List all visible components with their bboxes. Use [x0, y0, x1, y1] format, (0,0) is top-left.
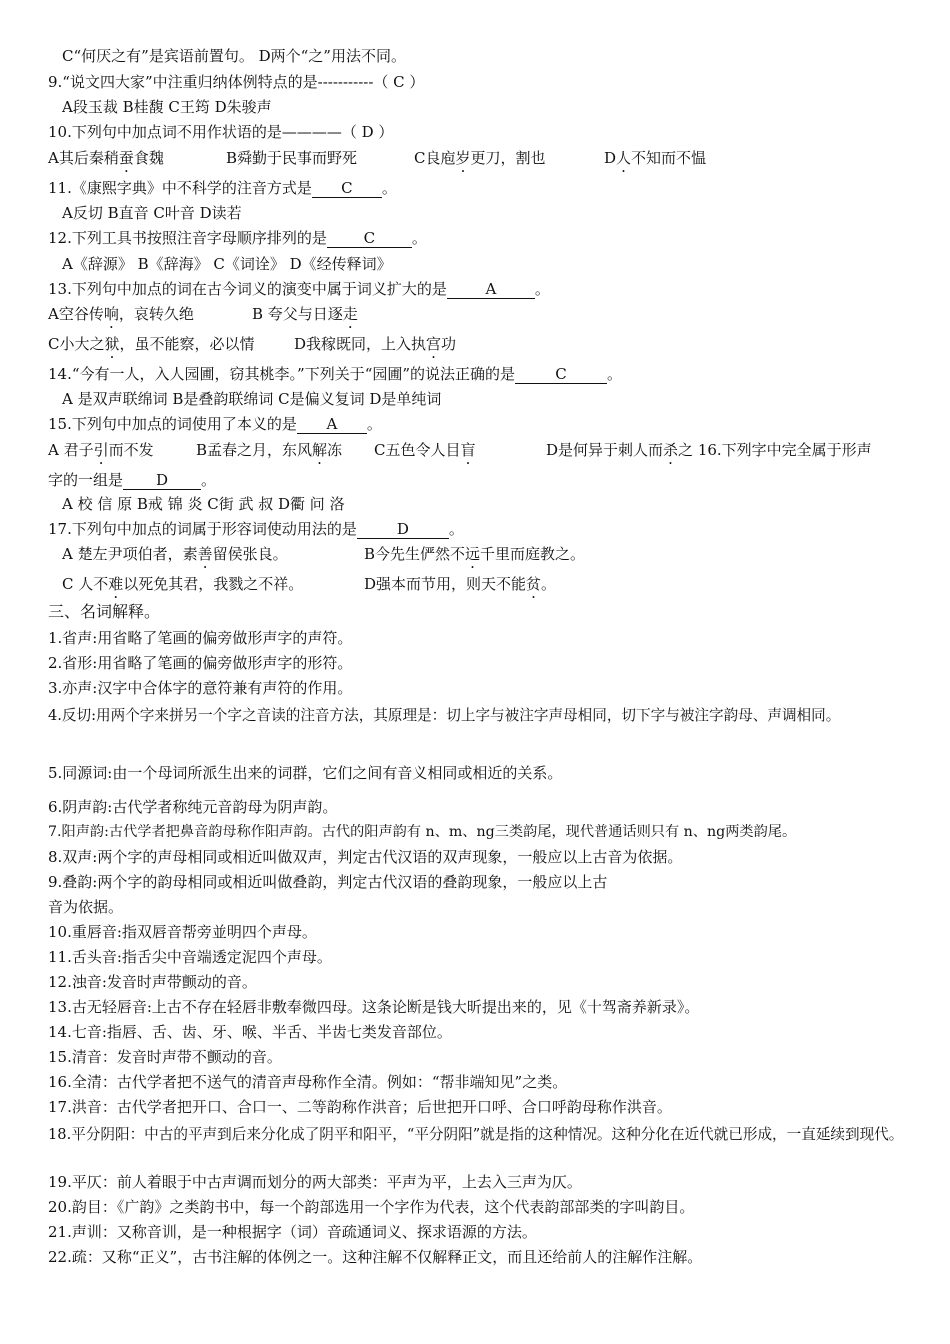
- definition-20: 20.韵目：《广韵》之类韵书中，每一个韵部选用一个字作为代表，这个代表韵部部类的字叫韵目。: [48, 1198, 695, 1216]
- dotted-char: 岁: [455, 149, 471, 167]
- question-15: 15.下列句中加点的词使用了本义的是 A 。: [48, 415, 382, 433]
- definition-22: 22.疏：又称“正义”，古书注解的体例之一。这种注解不仅解释正文，而且还给前人的注解作注解。: [48, 1248, 703, 1266]
- question-9-options: A段玉裁 B桂馥 C王筠 D朱骏声: [62, 98, 272, 116]
- question-14-options: A 是双声联绵词 B是叠韵联绵词 C是偏义复词 D是单纯词: [62, 390, 442, 408]
- dotted-char: 盲: [460, 441, 476, 459]
- dotted-char: 难: [108, 575, 124, 593]
- definition-5: 5.同源词:由一个母词所派生出来的词群，它们之间有音义相同或相近的关系。: [48, 764, 563, 782]
- definition-16: 16.全清：古代学者把不送气的清音声母称作全清。例如：“帮非端知见”之类。: [48, 1073, 568, 1091]
- dotted-char: 杀: [663, 441, 679, 459]
- dotted-char: 狱: [104, 335, 120, 353]
- dotted-char: 贫: [526, 575, 542, 593]
- definition-18: 18.平分阴阳：中古的平声到后来分化成了阴平和阳平，“平分阴阳”就是指的这种情况。这种分化在近代就已形成，一直延续到现代。: [48, 1126, 904, 1143]
- definition-15: 15.清音：发音时声带不颤动的音。: [48, 1048, 282, 1066]
- question-12-options: A《辞源》 B《辞海》 C《词诠》 D《经传释词》: [62, 255, 392, 273]
- question-14: 14.“今有一人，入人园圃，窃其桃李。”下列关于“园圃”的说法正确的是 C 。: [48, 365, 623, 383]
- definition-8: 8.双声:两个字的声母相同或相近叫做双声，判定古代汉语的双声现象，一般应以上古音为依据。: [48, 848, 683, 866]
- dotted-char: 人: [616, 149, 632, 167]
- definition-1: 1.省声:用省略了笔画的偏旁做形声字的声符。: [48, 629, 353, 647]
- question-9: 9.“说文四大家”中注重归纳体例特点的是-----------（ C ）: [48, 73, 425, 91]
- definition-9-cont: 音为依据。: [48, 898, 124, 916]
- definition-19: 19.平仄：前人着眼于中古声调而划分的两大部类：平声为平，上去入三声为仄。: [48, 1173, 582, 1191]
- definition-13: 13.古无轻唇音:上古不存在轻唇非敷奉微四母。这条论断是钱大昕提出来的，见《十驾斋养新录》。: [48, 998, 700, 1016]
- definition-21: 21.声训：又称音训，是一种根据字（词）音疏通词义、探求语源的方法。: [48, 1223, 537, 1241]
- definition-10: 10.重唇音:指双唇音帮旁並明四个声母。: [48, 923, 317, 941]
- definition-12: 12.浊音:发音时声带颤动的音。: [48, 973, 257, 991]
- dotted-char: 远: [465, 545, 481, 563]
- dotted-char: 走: [342, 305, 358, 323]
- answer-blank: D: [123, 472, 201, 490]
- answer-blank: C: [312, 180, 382, 198]
- definition-2: 2.省形:用省略了笔画的偏旁做形声字的形符。: [48, 654, 353, 672]
- question-17: 17.下列句中加点的词属于形容词使动用法的是 D 。: [48, 520, 464, 538]
- question-12: 12.下列工具书按照注音字母顺序排列的是 C 。: [48, 229, 427, 247]
- question-13: 13.下列句中加点的词在古今词义的演变中属于词义扩大的是 A 。: [48, 280, 550, 298]
- dotted-char: 蚕: [118, 149, 134, 167]
- dotted-char: 善: [197, 545, 213, 563]
- question-16: 字的一组是 D 。: [48, 471, 217, 489]
- answer-blank: D: [357, 521, 449, 539]
- definition-3: 3.亦声:汉字中合体字的意符兼有声符的作用。: [48, 679, 353, 697]
- answer-blank: A: [297, 416, 367, 434]
- section-heading: 三、名词解释。: [48, 602, 161, 621]
- question-10: 10.下列句中加点词不用作状语的是————（ D ）: [48, 123, 394, 141]
- definition-4: 4.反切:用两个字来拼另一个字之音读的注音方法，其原理是：切上字与被注字声母相同，切下字与被注字韵母、声调相同。: [48, 707, 841, 724]
- answer-blank: C: [515, 366, 607, 384]
- definition-6: 6.阴声韵:古代学者称纯元音韵母为阴声韵。: [48, 798, 338, 816]
- definition-17: 17.洪音：古代学者把开口、合口一、二等韵称作洪音；后世把开口呼、合口呼韵母称作洪音。: [48, 1098, 672, 1116]
- dotted-char: 响: [103, 305, 119, 323]
- answer-blank: A: [447, 281, 535, 299]
- definition-7: 7.阳声韵:古代学者把鼻音韵母称作阳声韵。古代的阳声韵有 n、m、ng三类韵尾，现代普通话则只有 n、ng两类韵尾。: [48, 824, 797, 840]
- dotted-char: 宫: [426, 335, 442, 353]
- document-page: C“何厌之有”是宾语前置句。 D两个“之”用法不同。 9.“说文四大家”中注重归纳体例特点的是-----------（ C ） A段玉裁 B桂馥 C王筠 D朱骏声 10.下列句中加点词不用作状语的是————（ D ） A其后秦稍蚕食魏 B舜勤于民事而野死 C良庖岁更刀，割也 D人不知而不愠 11.《康熙字典》中不科学的注音方式是 C 。 A反切 B直音 C叶音 D读若 12.下列工具书按照注音字母顺序排列的是 C 。 A《辞源》 B《辞海》 C《词诠》 D《经传释词》 13.下列句中加点的词在古今词义的演变中属于词义扩大的是 A 。 A空谷传响，哀转久绝 B 夸父与日逐走 C小大之狱，虽不能察，必以情 D我稼既同，上入执宫功 14.“今有一人，入人园圃，窃其桃李。”下列关于“园圃”的说法正确的是 C 。 A 是双声联绵词 B是叠韵联绵词 C是偏义复词 D是单纯词 15.下列句中加点的词使用了本义的是 A 。 A 君子引而不发 B孟春之月，东风解冻 C五色令人目盲 D是何异于刺人而杀之 16.下列字中完全属于形声 字的一组是 D 。 A 校 信 原 B戒 锦 炎 C街 武 叔 D衢 问 洛 17.下列句中加点的词属于形容词使动用法的是 D 。 A 楚左尹项伯者，素善留侯张良。 B今先生俨然不远千里而庭教之。 C 人不难以死免其君，我戮之不祥。 D强本而节用，则天不能贫。 三、名词解释。 1.省声:用省略了笔画的偏旁做形声字的声符。 2.省形:用省略了笔画的偏旁做形声字的形符。 3.亦声:汉字中合体字的意符兼有声符的作用。 4.反切:用两个字来拼另一个字之音读的注音方法，其原理是：切上字与被注字声母相同，切下字与被注字韵母、声调相同。 5.同源词:由一个母词所派生出来的词群，它们之间有音义相同或相近的关系。 6.阴声韵:古代学者称纯元音韵母为阴声韵。 7.阳声韵:古代学者把鼻音韵母称作阳声韵。古代的阳声韵有 n、m、ng三类韵尾，现代普通话则只有 n、ng两类韵尾。 8.双声:两个字的声母相同或相近叫做双声，判定古代汉语的双声现象，一般应以上古音为依据。 9.叠韵:两个字的韵母相同或相近叫做叠韵，判定古代汉语的叠韵现象，一般应以上古 音为依据。 10.重唇音:指双唇音帮旁並明四个声母。 11.舌头音:指舌尖中音端透定泥四个声母。 12.浊音:发音时声带颤动的音。 13.古无轻唇音:上古不存在轻唇非敷奉微四母。这条论断是钱大昕提出来的，见《十驾斋养新录》。 14.七音:指唇、舌、齿、牙、喉、半舌、半齿七类发音部位。 15.清音：发音时声带不颤动的音。 16.全清：古代学者把不送气的清音声母称作全清。例如：“帮非端知见”之类。 17.洪音：古代学者把开口、合口一、二等韵称作洪音；后世把开口呼、合口呼韵母称作洪音。 18.平分阴阳：中古的平声到后来分化成了阴平和阳平，“平分阴阳”就是指的这种情况。这种分化在近代就已形成，一直延续到现代。 19.平仄：前人着眼于中古声调而划分的两大部类：平声为平，上去入三声为仄。 20.韵目：《广韵》之类韵书中，每一个韵部选用一个字作为代表，这个代表韵部部类的字叫韵目。 21.声训：又称音训，是一种根据字（词）音疏通词义、探求语源的方法。 22.疏：又称“正义”，古书注解的体例之一。这种注解不仅解释正文，而且还给前人的注解作注解。: [0, 0, 950, 1344]
- q8-options-cd: C“何厌之有”是宾语前置句。 D两个“之”用法不同。: [62, 47, 406, 65]
- question-11-options: A反切 B直音 C叶音 D读若: [62, 204, 242, 222]
- dotted-char: 引: [93, 441, 109, 459]
- definition-9: 9.叠韵:两个字的韵母相同或相近叫做叠韵，判定古代汉语的叠韵现象，一般应以上古: [48, 873, 608, 891]
- definition-11: 11.舌头音:指舌尖中音端透定泥四个声母。: [48, 948, 332, 966]
- question-11: 11.《康熙字典》中不科学的注音方式是 C 。: [48, 179, 397, 197]
- answer-blank: C: [327, 230, 412, 248]
- definition-14: 14.七音:指唇、舌、齿、牙、喉、半舌、半齿七类发音部位。: [48, 1023, 452, 1041]
- question-16-options: A 校 信 原 B戒 锦 炎 C街 武 叔 D衢 问 洛: [62, 495, 345, 513]
- dotted-char: 解: [312, 441, 328, 459]
